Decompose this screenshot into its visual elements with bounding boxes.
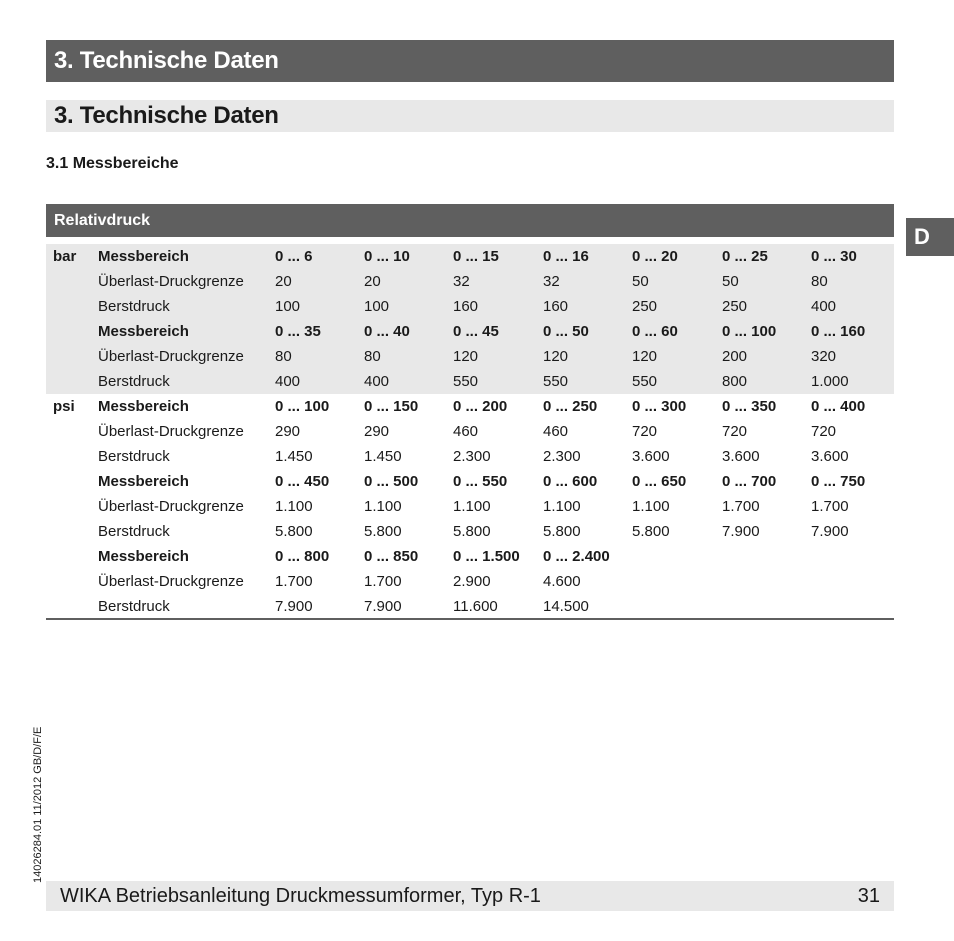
table-row [46, 244, 894, 269]
value-cell: 200 [715, 344, 804, 369]
value-cell: 0 ... 100 [715, 319, 804, 344]
value-cell: 400 [357, 369, 446, 394]
document-code: 14026284.01 11/2012 GB/D/F/E [32, 726, 44, 883]
value-cell: 290 [364, 423, 390, 440]
table-row [46, 444, 894, 469]
row-label-cell: Überlast-Druckgrenze [91, 269, 268, 294]
row-label-cell: Berstdruck [91, 294, 268, 319]
value-cell: 1.100 [364, 498, 402, 515]
pressure-range-table-wrapper [46, 244, 894, 619]
value-cell: 100 [268, 294, 357, 319]
value-cell: 0 ... 550 [453, 473, 508, 490]
row-label-cell: Messbereich [91, 244, 268, 269]
value-cell: 0 ... 150 [364, 398, 419, 415]
value-cell: 0 ... 450 [275, 473, 330, 490]
unit-cell [46, 344, 91, 369]
table-row [46, 394, 894, 419]
value-cell: 320 [804, 344, 894, 369]
row-label-cell: Überlast-Druckgrenze [98, 423, 244, 440]
value-cell: 20 [268, 269, 357, 294]
row-label-cell: Berstdruck [98, 448, 170, 465]
row-label-cell: Überlast-Druckgrenze [91, 344, 268, 369]
value-cell: 1.700 [364, 573, 402, 590]
section-title-repeat: 3. Technische Daten [46, 100, 894, 132]
value-cell: 1.700 [811, 498, 849, 515]
unit-cell [46, 594, 91, 619]
value-cell: 0 ... 650 [632, 473, 687, 490]
value-cell: 14.500 [543, 598, 589, 615]
value-cell: 5.800 [453, 523, 491, 540]
value-cell [715, 594, 804, 619]
value-cell: 32 [536, 269, 625, 294]
pressure-range-table [46, 244, 894, 619]
unit-cell [46, 569, 91, 594]
table-row [46, 569, 894, 594]
value-cell: 2.900 [453, 573, 491, 590]
value-cell: 720 [811, 423, 837, 440]
value-cell: 0 ... 850 [364, 548, 419, 565]
value-cell [715, 544, 804, 569]
value-cell: 3.600 [722, 448, 760, 465]
value-cell: 720 [722, 423, 748, 440]
value-cell [625, 569, 715, 594]
value-cell: 400 [804, 294, 894, 319]
unit-cell: psi [53, 398, 75, 415]
value-cell: 50 [715, 269, 804, 294]
value-cell: 0 ... 700 [722, 473, 777, 490]
row-label-cell: Überlast-Druckgrenze [98, 498, 244, 515]
value-cell: 0 ... 600 [543, 473, 598, 490]
value-cell: 80 [357, 344, 446, 369]
value-cell: 3.600 [811, 448, 849, 465]
table-row [46, 594, 894, 619]
value-cell: 460 [453, 423, 479, 440]
table-bottom-rule [46, 618, 894, 620]
value-cell: 2.300 [543, 448, 581, 465]
value-cell: 5.800 [275, 523, 313, 540]
value-cell: 0 ... 20 [625, 244, 715, 269]
unit-cell [46, 444, 91, 469]
value-cell: 0 ... 30 [804, 244, 894, 269]
value-cell: 7.900 [722, 523, 760, 540]
unit-cell [46, 294, 91, 319]
table-row [46, 544, 894, 569]
value-cell: 7.900 [364, 598, 402, 615]
value-cell: 120 [536, 344, 625, 369]
value-cell: 0 ... 35 [268, 319, 357, 344]
value-cell: 550 [625, 369, 715, 394]
value-cell: 160 [446, 294, 536, 319]
value-cell: 1.700 [722, 498, 760, 515]
table-row [46, 319, 894, 344]
value-cell: 5.800 [632, 523, 670, 540]
table-row [46, 419, 894, 444]
value-cell: 1.100 [453, 498, 491, 515]
value-cell: 160 [536, 294, 625, 319]
value-cell: 0 ... 350 [722, 398, 777, 415]
value-cell: 100 [357, 294, 446, 319]
subsection-title: 3.1 Messbereiche [46, 155, 179, 172]
unit-cell [46, 544, 91, 569]
unit-cell [46, 419, 91, 444]
value-cell: 800 [715, 369, 804, 394]
value-cell: 0 ... 1.500 [453, 548, 520, 565]
value-cell [715, 569, 804, 594]
value-cell: 5.800 [543, 523, 581, 540]
value-cell: 7.900 [275, 598, 313, 615]
value-cell: 0 ... 45 [446, 319, 536, 344]
value-cell: 0 ... 6 [268, 244, 357, 269]
unit-cell [46, 319, 91, 344]
language-tab: D [906, 218, 954, 256]
value-cell: 20 [357, 269, 446, 294]
row-label-cell: Berstdruck [98, 523, 170, 540]
row-label-cell: Messbereich [91, 319, 268, 344]
value-cell: 0 ... 2.400 [543, 548, 610, 565]
row-label-cell: Messbereich [98, 398, 189, 415]
value-cell: 1.700 [275, 573, 313, 590]
table-row [46, 494, 894, 519]
table-row [46, 269, 894, 294]
unit-cell [46, 494, 91, 519]
value-cell: 720 [632, 423, 658, 440]
value-cell: 0 ... 160 [804, 319, 894, 344]
section-title-banner: 3. Technische Daten [46, 40, 894, 82]
value-cell: 0 ... 50 [536, 319, 625, 344]
value-cell: 0 ... 250 [543, 398, 598, 415]
value-cell: 0 ... 60 [625, 319, 715, 344]
value-cell: 460 [543, 423, 569, 440]
value-cell: 0 ... 15 [446, 244, 536, 269]
value-cell: 0 ... 200 [453, 398, 508, 415]
value-cell: 550 [446, 369, 536, 394]
value-cell: 0 ... 25 [715, 244, 804, 269]
value-cell: 1.450 [364, 448, 402, 465]
value-cell: 80 [268, 344, 357, 369]
page-footer [46, 881, 894, 911]
value-cell: 1.000 [804, 369, 894, 394]
row-label-cell: Überlast-Druckgrenze [98, 573, 244, 590]
row-label-cell: Berstdruck [91, 369, 268, 394]
unit-cell [46, 519, 91, 544]
value-cell: 1.100 [543, 498, 581, 515]
table-row [46, 469, 894, 494]
row-label-cell: Messbereich [98, 473, 189, 490]
value-cell [804, 594, 894, 619]
page-number: 31 [857, 885, 880, 907]
unit-cell: bar [46, 244, 91, 269]
value-cell [804, 544, 894, 569]
value-cell: 0 ... 16 [536, 244, 625, 269]
table-title: Relativdruck [46, 204, 894, 237]
value-cell: 400 [268, 369, 357, 394]
value-cell [804, 569, 894, 594]
value-cell: 80 [804, 269, 894, 294]
value-cell: 250 [625, 294, 715, 319]
table-body [46, 244, 894, 619]
value-cell: 11.600 [453, 598, 498, 615]
unit-cell [46, 369, 91, 394]
table-row [46, 344, 894, 369]
value-cell: 0 ... 100 [275, 398, 330, 415]
value-cell [625, 544, 715, 569]
value-cell: 0 ... 400 [811, 398, 866, 415]
value-cell: 290 [275, 423, 301, 440]
value-cell: 1.450 [275, 448, 313, 465]
value-cell: 7.900 [811, 523, 849, 540]
value-cell [625, 594, 715, 619]
unit-cell [46, 269, 91, 294]
value-cell: 0 ... 10 [357, 244, 446, 269]
row-label-cell: Berstdruck [98, 598, 170, 615]
value-cell: 50 [625, 269, 715, 294]
footer-title: WIKA Betriebsanleitung Druckmessumformer, Typ R-1 [60, 885, 541, 907]
value-cell: 120 [446, 344, 536, 369]
table-row [46, 369, 894, 394]
value-cell: 2.300 [453, 448, 491, 465]
value-cell: 5.800 [364, 523, 402, 540]
value-cell: 0 ... 800 [275, 548, 330, 565]
value-cell: 32 [446, 269, 536, 294]
value-cell: 4.600 [543, 573, 581, 590]
value-cell: 0 ... 750 [811, 473, 866, 490]
value-cell: 0 ... 500 [364, 473, 419, 490]
unit-cell [46, 469, 91, 494]
value-cell: 550 [536, 369, 625, 394]
value-cell: 1.100 [632, 498, 670, 515]
value-cell: 120 [625, 344, 715, 369]
table-row [46, 294, 894, 319]
value-cell: 250 [715, 294, 804, 319]
value-cell: 3.600 [632, 448, 670, 465]
table-row [46, 519, 894, 544]
value-cell: 0 ... 40 [357, 319, 446, 344]
row-label-cell: Messbereich [98, 548, 189, 565]
value-cell: 0 ... 300 [632, 398, 687, 415]
value-cell: 1.100 [275, 498, 313, 515]
